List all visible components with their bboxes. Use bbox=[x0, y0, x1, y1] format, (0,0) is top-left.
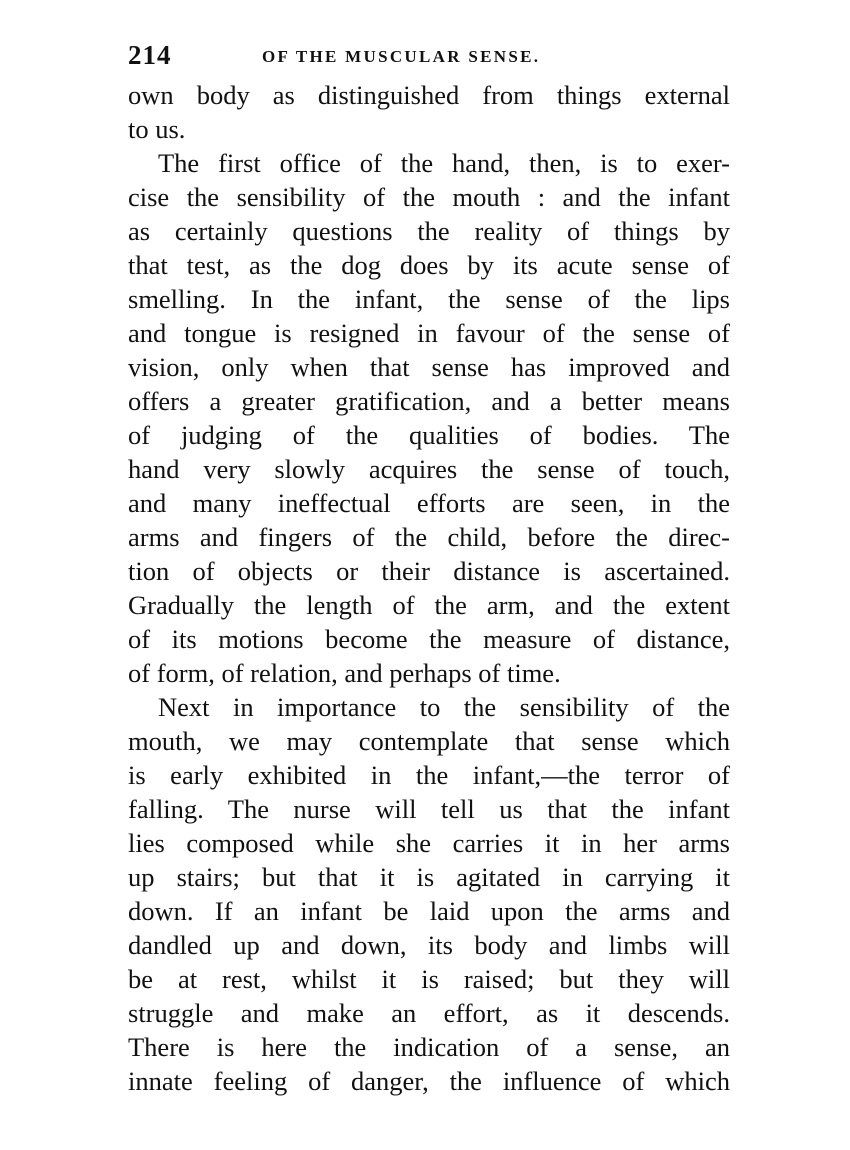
text-line: dandled up and down, its body and limbs will bbox=[128, 930, 730, 960]
text-line: and many ineffectual efforts are seen, in the bbox=[128, 488, 730, 518]
text-line: own body as distinguished from things external bbox=[128, 80, 730, 110]
text-line: down. If an infant be laid upon the arms and bbox=[128, 896, 730, 926]
text-line: mouth, we may contemplate that sense which bbox=[128, 726, 730, 756]
text-line: up stairs; but that it is agitated in carrying it bbox=[128, 862, 730, 892]
text-line: hand very slowly acquires the sense of touch, bbox=[128, 454, 730, 484]
text-line: innate feeling of danger, the influence of which bbox=[128, 1066, 730, 1096]
text-line: of form, of relation, and perhaps of time. bbox=[128, 658, 561, 688]
text-line: of judging of the qualities of bodies. The bbox=[128, 420, 730, 450]
text-line: struggle and make an effort, as it descends. bbox=[128, 998, 730, 1028]
text-line: arms and fingers of the child, before the direc- bbox=[128, 522, 730, 552]
text-line: tion of objects or their distance is ascertained. bbox=[128, 556, 730, 586]
running-head bbox=[128, 38, 730, 72]
text-line: that test, as the dog does by its acute sense of bbox=[128, 250, 730, 280]
text-line: to us. bbox=[128, 114, 186, 144]
text-line: Next in importance to the sensibility of the bbox=[158, 692, 730, 722]
text-line: Gradually the length of the arm, and the extent bbox=[128, 590, 730, 620]
page-number: 214 bbox=[128, 40, 172, 70]
text-line: is early exhibited in the infant,—the terror of bbox=[128, 760, 730, 790]
text-line: smelling. In the infant, the sense of the lips bbox=[128, 284, 730, 314]
text-line: offers a greater gratification, and a better means bbox=[128, 386, 730, 416]
text-line: and tongue is resigned in favour of the sense of bbox=[128, 318, 730, 348]
text-line: of its motions become the measure of distance, bbox=[128, 624, 730, 654]
text-line: vision, only when that sense has improved and bbox=[128, 352, 730, 382]
body-text bbox=[128, 78, 730, 1098]
text-line: The first office of the hand, then, is to exer- bbox=[158, 148, 730, 178]
text-line: cise the sensibility of the mouth : and the infant bbox=[128, 182, 730, 212]
running-title: OF THE MUSCULAR SENSE. bbox=[262, 47, 541, 66]
text-line: as certainly questions the reality of things by bbox=[128, 216, 730, 246]
text-line: There is here the indication of a sense, an bbox=[128, 1032, 730, 1062]
text-line: falling. The nurse will tell us that the infant bbox=[128, 794, 730, 824]
text-line: be at rest, whilst it is raised; but they will bbox=[128, 964, 730, 994]
text-line: lies composed while she carries it in her arms bbox=[128, 828, 730, 858]
